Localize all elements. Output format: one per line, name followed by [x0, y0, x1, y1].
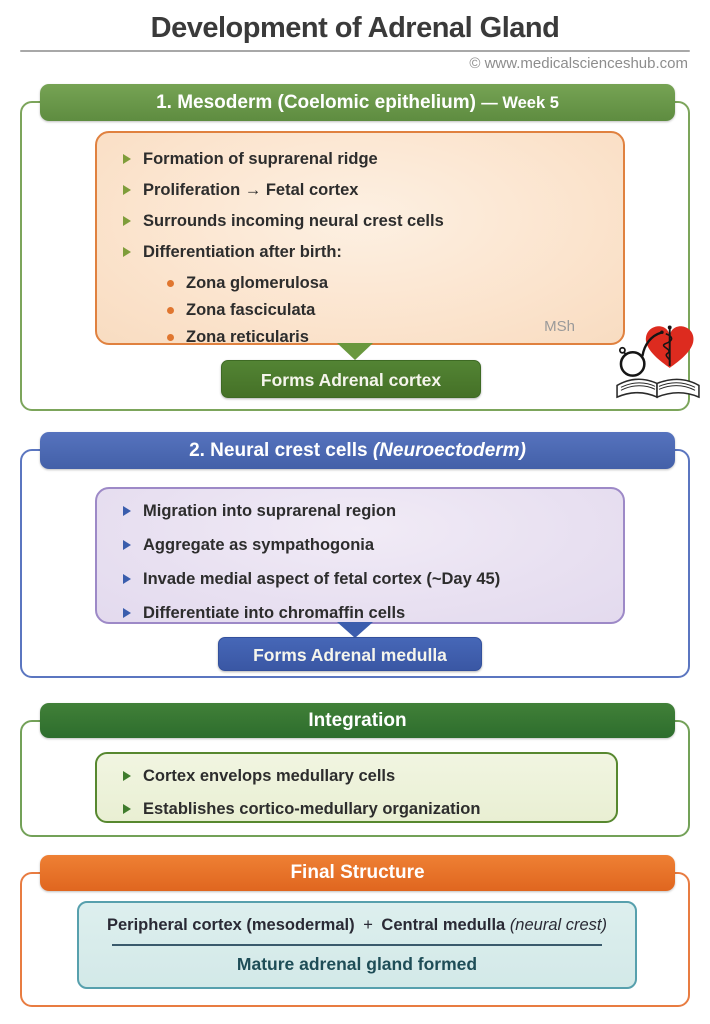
down-arrow-connector-green: [337, 343, 373, 360]
integration-bullet-list: [123, 766, 616, 819]
plus-sign: +: [363, 915, 373, 934]
page-title: Development of Adrenal Gland: [150, 12, 560, 44]
list-item: Zona fasciculata: [167, 300, 623, 320]
triangle-bullet-icon: [123, 247, 131, 257]
dot-bullet-icon: [167, 280, 174, 287]
list-item: Formation of suprarenal ridge: [123, 149, 623, 169]
triangle-bullet-icon: [123, 574, 131, 584]
formula-neural-crest-part: (neural crest): [509, 915, 608, 934]
triangle-bullet-icon: [123, 154, 131, 164]
triangle-bullet-icon: [123, 771, 131, 781]
final-structure-formula: [107, 916, 607, 935]
section-neural-crest-header: [40, 432, 675, 469]
list-item: Differentiation after birth:: [123, 242, 623, 262]
final-structure-content-box: [77, 901, 637, 989]
list-item: Zona glomerulosa: [167, 273, 623, 293]
medical-sciences-hub-logo: [614, 323, 702, 401]
triangle-bullet-icon: [123, 185, 131, 195]
forms-adrenal-cortex-badge: Forms Adrenal cortex: [221, 360, 481, 398]
forms-adrenal-medulla-badge: Forms Adrenal medulla: [218, 637, 482, 671]
formula-divider: [112, 944, 602, 946]
section-integration-header: Integration: [40, 703, 675, 738]
triangle-bullet-icon: [123, 804, 131, 814]
copyright-text: © www.medicalscienceshub.com: [469, 55, 688, 72]
final-result-text: Mature adrenal gland formed: [236, 953, 478, 974]
triangle-bullet-icon: [123, 540, 131, 550]
list-item: Differentiate into chromaffin cells: [123, 603, 623, 623]
neural-crest-bullet-list: [123, 501, 623, 623]
list-item: Migration into suprarenal region: [123, 501, 623, 521]
down-arrow-connector-blue: [337, 622, 373, 638]
mesoderm-content-box: [95, 131, 625, 345]
triangle-bullet-icon: [123, 608, 131, 618]
list-item: Cortex envelops medullary cells: [123, 766, 616, 786]
list-item: Zona reticularis: [167, 327, 623, 347]
dot-bullet-icon: [167, 307, 174, 314]
formula-medulla-part: Central medulla: [381, 915, 506, 934]
triangle-bullet-icon: [123, 216, 131, 226]
zona-sublist: [167, 273, 623, 347]
list-item: Invade medial aspect of fetal cortex (~Day 45): [123, 569, 623, 589]
section-neural-crest-header-paren: (Neuroectoderm): [372, 440, 526, 461]
msh-watermark: MSh: [544, 318, 575, 335]
list-item: Proliferation → Fetal cortex: [123, 180, 623, 200]
title-divider: [20, 50, 690, 52]
triangle-bullet-icon: [123, 506, 131, 516]
dot-bullet-icon: [167, 334, 174, 341]
section-final-structure-header: Final Structure: [40, 855, 675, 891]
section-mesoderm-header-label: 1. Mesoderm (Coelomic epithelium): [156, 92, 476, 113]
section-mesoderm-header: [40, 84, 675, 121]
neural-crest-content-box: [95, 487, 625, 624]
mesoderm-bullet-list: [123, 149, 623, 262]
integration-content-box: [95, 752, 618, 823]
formula-cortex-part: Peripheral cortex (mesodermal): [106, 915, 355, 934]
section-mesoderm-header-week: — Week 5: [481, 94, 559, 112]
section-neural-crest-header-label: 2. Neural crest cells: [189, 440, 368, 461]
open-book-icon: [617, 379, 699, 397]
list-item: Aggregate as sympathogonia: [123, 535, 623, 555]
list-item: Establishes cortico-medullary organization: [123, 799, 616, 819]
list-item: Surrounds incoming neural crest cells: [123, 211, 623, 231]
